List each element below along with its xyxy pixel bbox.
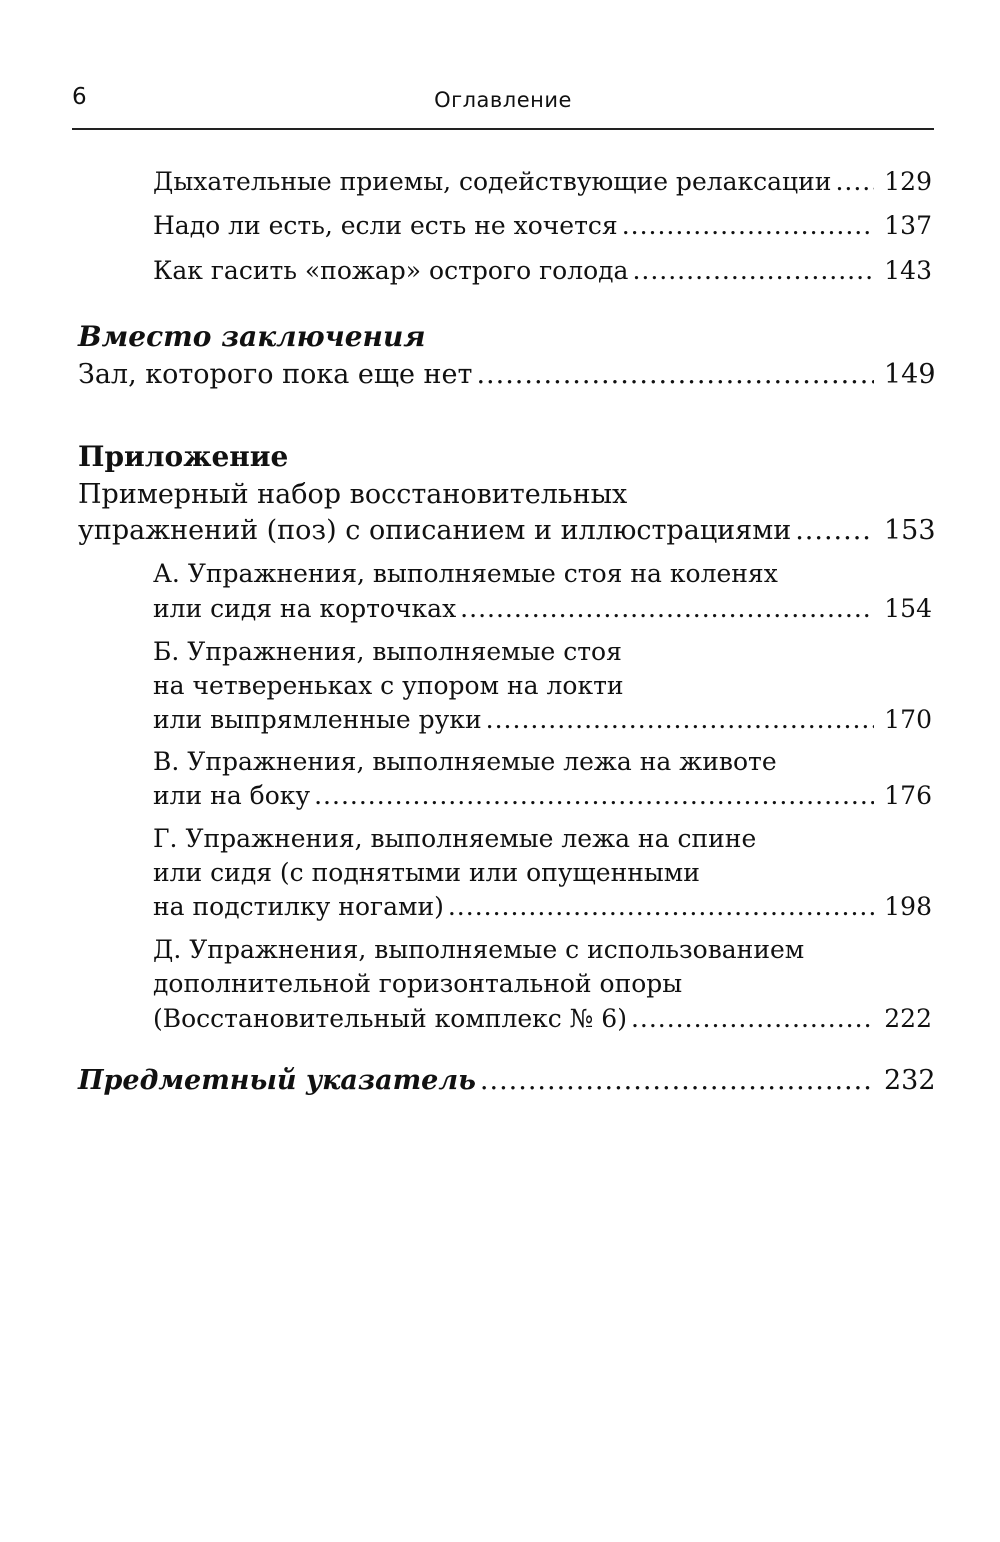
toc-entry-title: Как гасить «пожар» острого голода bbox=[153, 256, 629, 285]
toc-entry-page: 198 bbox=[884, 892, 932, 921]
toc-entry-line: Примерный набор восстановительных bbox=[78, 479, 628, 510]
toc-entry-title: Надо ли есть, если есть не хочется bbox=[153, 211, 618, 240]
toc-entry[interactable] bbox=[153, 890, 932, 924]
toc-entry-line: В. Упражнения, выполняемые лежа на животе bbox=[153, 747, 777, 776]
toc-entry-page: 176 bbox=[884, 781, 932, 810]
page-header bbox=[72, 78, 934, 130]
leader-dots bbox=[632, 254, 874, 288]
toc-entry-line: Б. Упражнения, выполняемые стоя bbox=[153, 637, 622, 666]
leader-dots bbox=[486, 703, 874, 737]
toc-entry-title: упражнений (поз) с описанием и иллюстрациями bbox=[78, 515, 792, 546]
leader-dots bbox=[622, 209, 874, 243]
toc-entry-page: 153 bbox=[884, 515, 936, 546]
leader-dots bbox=[460, 592, 874, 626]
toc-entry-line: Г. Упражнения, выполняемые лежа на спине bbox=[153, 824, 757, 853]
toc-entry-title: Дыхательные приемы, содействующие релаксации bbox=[153, 167, 832, 196]
toc-entry-title: на подстилку ногами) bbox=[153, 892, 444, 921]
toc-entry-index[interactable] bbox=[78, 1064, 936, 1098]
leader-dots bbox=[480, 1064, 874, 1098]
toc-entry[interactable] bbox=[153, 209, 932, 243]
toc-entry[interactable] bbox=[153, 165, 932, 199]
toc-entry-page: 149 bbox=[884, 359, 936, 390]
toc-entry-page: 232 bbox=[884, 1065, 936, 1096]
toc-entry[interactable] bbox=[153, 592, 932, 626]
toc-entry-title: или сидя на корточках bbox=[153, 594, 457, 623]
section-heading-index: Предметный указатель bbox=[78, 1065, 476, 1096]
page-number: 6 bbox=[72, 84, 87, 110]
toc-entry-title: Зал, которого пока еще нет bbox=[78, 359, 473, 390]
toc-entry-page: 129 bbox=[884, 167, 932, 196]
toc-entry[interactable] bbox=[153, 254, 932, 288]
leader-dots bbox=[795, 514, 874, 548]
toc-entry[interactable] bbox=[153, 779, 932, 813]
toc-entry-title: или выпрямленные руки bbox=[153, 705, 482, 734]
toc-entry[interactable] bbox=[153, 1002, 932, 1036]
leader-dots bbox=[631, 1002, 874, 1036]
leader-dots bbox=[835, 165, 874, 199]
leader-dots bbox=[448, 890, 874, 924]
toc-entry-line: Д. Упражнения, выполняемые с использованием bbox=[153, 935, 805, 964]
toc-entry-line: дополнительной горизонтальной опоры bbox=[153, 969, 683, 998]
toc-entry-page: 222 bbox=[884, 1004, 932, 1033]
toc-entry-page: 170 bbox=[884, 705, 932, 734]
running-title: Оглавление bbox=[434, 88, 572, 112]
toc-entry[interactable] bbox=[78, 514, 936, 548]
toc-entry-line: на четвереньках с упором на локти bbox=[153, 671, 624, 700]
leader-dots bbox=[476, 358, 874, 392]
toc-entry-page: 143 bbox=[884, 256, 932, 285]
toc-entry-page: 154 bbox=[884, 594, 932, 623]
toc-entry-title: (Восстановительный комплекс № 6) bbox=[153, 1004, 627, 1033]
toc-entry[interactable] bbox=[153, 703, 932, 737]
toc-entry[interactable] bbox=[78, 358, 936, 392]
toc-entry-line: А. Упражнения, выполняемые стоя на коленях bbox=[153, 559, 778, 588]
toc-entry-title: или на боку bbox=[153, 781, 311, 810]
section-heading-appendix: Приложение bbox=[78, 440, 289, 473]
leader-dots bbox=[314, 779, 874, 813]
toc-entry-page: 137 bbox=[884, 211, 932, 240]
section-heading-conclusion: Вместо заключения bbox=[78, 320, 426, 353]
toc-entry-line: или сидя (с поднятыми или опущенными bbox=[153, 858, 700, 887]
